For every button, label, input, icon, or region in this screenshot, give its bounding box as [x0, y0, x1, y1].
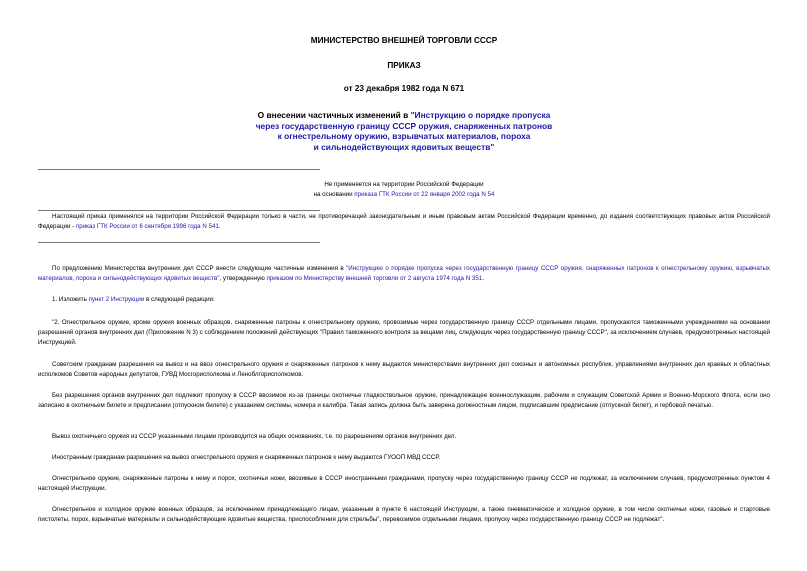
divider-top	[38, 169, 320, 170]
clause-2-link[interactable]: пункт 2 Инструкции	[88, 296, 145, 303]
document-date: от 23 декабря 1982 года N 671	[343, 84, 465, 93]
note-line-2	[38, 190, 770, 200]
paragraph-hunting-export: Вывоз охотничьего оружия из СССР указанными лицами производится на общих основаниях, т.е. по разрешениям органов внутренних дел.	[52, 433, 457, 440]
applicability-note	[38, 180, 770, 199]
p1-text-c: .	[482, 275, 484, 283]
note-line-1: Не применяется на территории Российской Федерации	[324, 181, 484, 188]
title-line-1	[38, 110, 770, 121]
ministry-heading: МИНИСТЕРСТВО ВНЕШНЕЙ ТОРГОВЛИ СССР	[310, 36, 498, 45]
gtk-1996-order-link[interactable]: приказ ГТК России от 6 сентября 1996 года N 541	[75, 223, 219, 231]
paragraph-soviet-citizens: Советским гражданам разрешения на вывоз и на ввоз огнестрельного оружия и снаряженных патронов к нему выдаются министерствами внутренних дел союзных и автономных республик, управлениями внутренних дел краевых и областных исполкомов Советов народных депутатов, ГУВД Мосгорисполкома и Леноблгорисполкомов.	[38, 361, 770, 379]
p1-text-b: , утвержденную	[219, 275, 267, 283]
note-prefix: на основании	[313, 190, 355, 198]
gtk-order-link[interactable]: приказа ГТК России от 22 января 2002 года N 54	[354, 190, 495, 198]
paragraph-item-1	[38, 295, 770, 305]
paragraph-foreign-citizens: Иностранным гражданам разрешения на вывоз огнестрельного оружия и снаряженных патронов к нему выдаются ГУООП МВД СССР.	[52, 454, 441, 461]
title-line-3[interactable]: к огнестрельному оружию, взрывчатых материалов, пороха	[277, 131, 531, 142]
preamble-paragraph	[38, 212, 770, 232]
paragraph-clause-2: "2. Огнестрельное оружие, кроме оружия военных образцов, снаряженные патроны к огнестрельному оружию, провозимые через государственную границу СССР отдельными лицами, пропускаются таможенными учреждениями на основании разрешений органов внутренних дел (Приложение N 3) с соблюдением положений действующих "Правил таможенного контроля за вещами лиц, следующих через государственную границу СССР", за исключением случаев, предусмотренных настоящей Инструкцией.	[38, 319, 770, 347]
divider-bottom	[38, 242, 320, 243]
title-line-2[interactable]: через государственную границу СССР оружия, снаряженных патронов	[255, 120, 553, 131]
document-title	[38, 110, 770, 152]
paragraph-without-permission: Без разрешения органов внутренних дел подлежит пропуску в СССР ввозимое из-за границы охотничье гладкоствольное оружие, принадлежащее военнослужащим, рабочим и служащим Советской Армии и Военно-Морского Флота, если оно записано в охотничьем билете и предписании (отпускном билете) с указанием системы, номера и калибра. Такая запись должна быть заверена должностным лицом, подписавшим предписание (отпускной билет), и гербовой печатью.	[38, 392, 770, 410]
title-instruction-link[interactable]: "Инструкцию о порядке пропуска	[410, 110, 551, 120]
divider-middle	[38, 210, 320, 211]
preamble-text: Настоящий приказ применялся на территории Российской Федерации только в части, не противоречащей законодательным и иным правовым актам Российской Федерации временно, до издания соответствующих правовых актов Российской Федерации -	[38, 213, 770, 231]
title-prefix: О внесении частичных изменений в	[257, 110, 411, 120]
preamble-end: .	[218, 223, 221, 231]
title-line-4[interactable]: и сильнодействующих ядовитых веществ"	[313, 141, 495, 152]
p2-text-a: 1. Изложить	[52, 296, 89, 303]
order-351-link[interactable]: приказом по Министерству внешней торговли от 2 августа 1974 года N 351	[266, 275, 483, 283]
instruction-link[interactable]: "Инструкцию о порядке пропуска через государственную границу СССР оружия, снаряженных патронов к огнестрельному оружию, взрывчатых материалов, пороха и сильнодействующих ядовитых веществ"	[38, 265, 771, 283]
p2-text-b: в следующей редакции:	[144, 296, 215, 303]
p1-text-a: По предложению Министерства внутренних дел СССР внести следующие частичные изменения в	[52, 265, 347, 272]
paragraph-military-weapons: Огнестрельное и холодное оружие военных образцов, за исключением принадлежащего лицам, указанным в пункте 6 настоящей Инструкции, а также пневматическое и холодное оружие, в том числе охотничьи ножи, газовые и стартовые пистолеты, порох, взрывчатые материалы и сильнодействующие ядовитые вещества, приспособления для стрельбы", перевозимое отдельными лицами, пропуску через государственную границу СССР не подлежат".	[38, 506, 770, 524]
paragraph-proposal	[38, 264, 770, 284]
document-type: ПРИКАЗ	[387, 61, 421, 70]
paragraph-import-ban: Огнестрельное оружие, снаряженные патроны к нему и порох, охотничьи ножи, ввозимые в СССР иностранными гражданами, пропуску через государственную границу СССР не подлежат, за исключением случаев, предусмотренных пунктом 4 настоящей Инструкции.	[38, 475, 770, 493]
